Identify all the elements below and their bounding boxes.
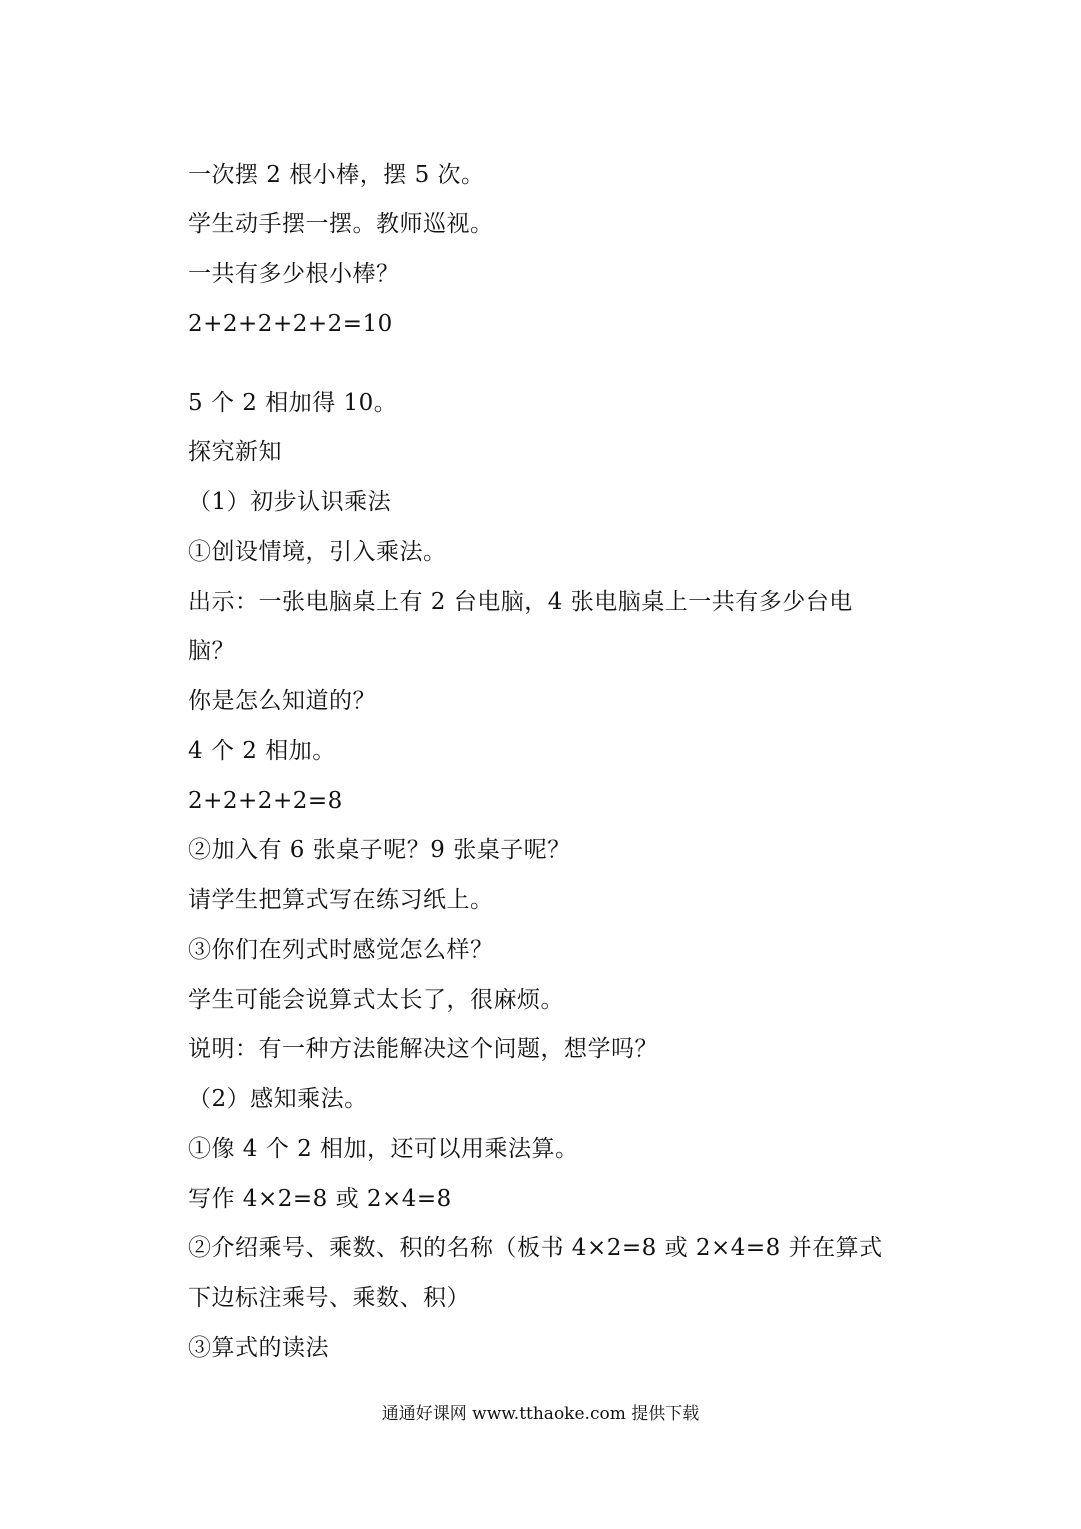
text-line: ③你们在列式时感觉怎么样？ <box>188 937 494 963</box>
text-line: 说明：有一种方法能解决这个问题，想学吗？ <box>188 1036 658 1062</box>
text-line: ③算式的读法 <box>188 1335 329 1361</box>
text-line: 一共有多少根小棒？ <box>188 261 400 287</box>
text-line: 5 个 2 相加得 10。 <box>188 390 398 416</box>
text-line: 一次摆 2 根小棒，摆 5 次。 <box>188 162 485 188</box>
text-line: ①像 4 个 2 相加，还可以用乘法算。 <box>188 1136 579 1162</box>
subsection-heading: （1）初步认识乘法 <box>188 489 392 515</box>
text-line: ②加入有 6 张桌子呢？9 张桌子呢？ <box>188 837 571 863</box>
text-line: ①创设情境，引入乘法。 <box>188 539 447 565</box>
text-line: 脑？ <box>188 638 235 664</box>
text-line: 请学生把算式写在练习纸上。 <box>188 887 494 913</box>
text-line: 下边标注乘号、乘数、积） <box>188 1285 470 1311</box>
text-line: 学生动手摆一摆。教师巡视。 <box>188 211 494 237</box>
text-line: 你是怎么知道的？ <box>188 688 376 714</box>
text-line: ②介绍乘号、乘数、积的名称（板书 4×2=8 或 2×4=8 并在算式 <box>188 1235 883 1261</box>
text-line: 2+2+2+2=8 <box>188 788 343 814</box>
text-line: 4 个 2 相加。 <box>188 738 336 764</box>
text-line: 学生可能会说算式太长了，很麻烦。 <box>188 987 564 1013</box>
section-heading: 探究新知 <box>188 439 282 465</box>
text-line: 写作 4×2=8 或 2×4=8 <box>188 1186 452 1212</box>
text-line: 出示：一张电脑桌上有 2 台电脑，4 张电脑桌上一共有多少台电 <box>188 589 853 615</box>
page-footer: 通通好课网 www.tthaoke.com 提供下载 <box>381 1404 700 1424</box>
subsection-heading: （2）感知乘法。 <box>188 1086 368 1112</box>
text-line: 2+2+2+2+2=10 <box>188 311 393 337</box>
